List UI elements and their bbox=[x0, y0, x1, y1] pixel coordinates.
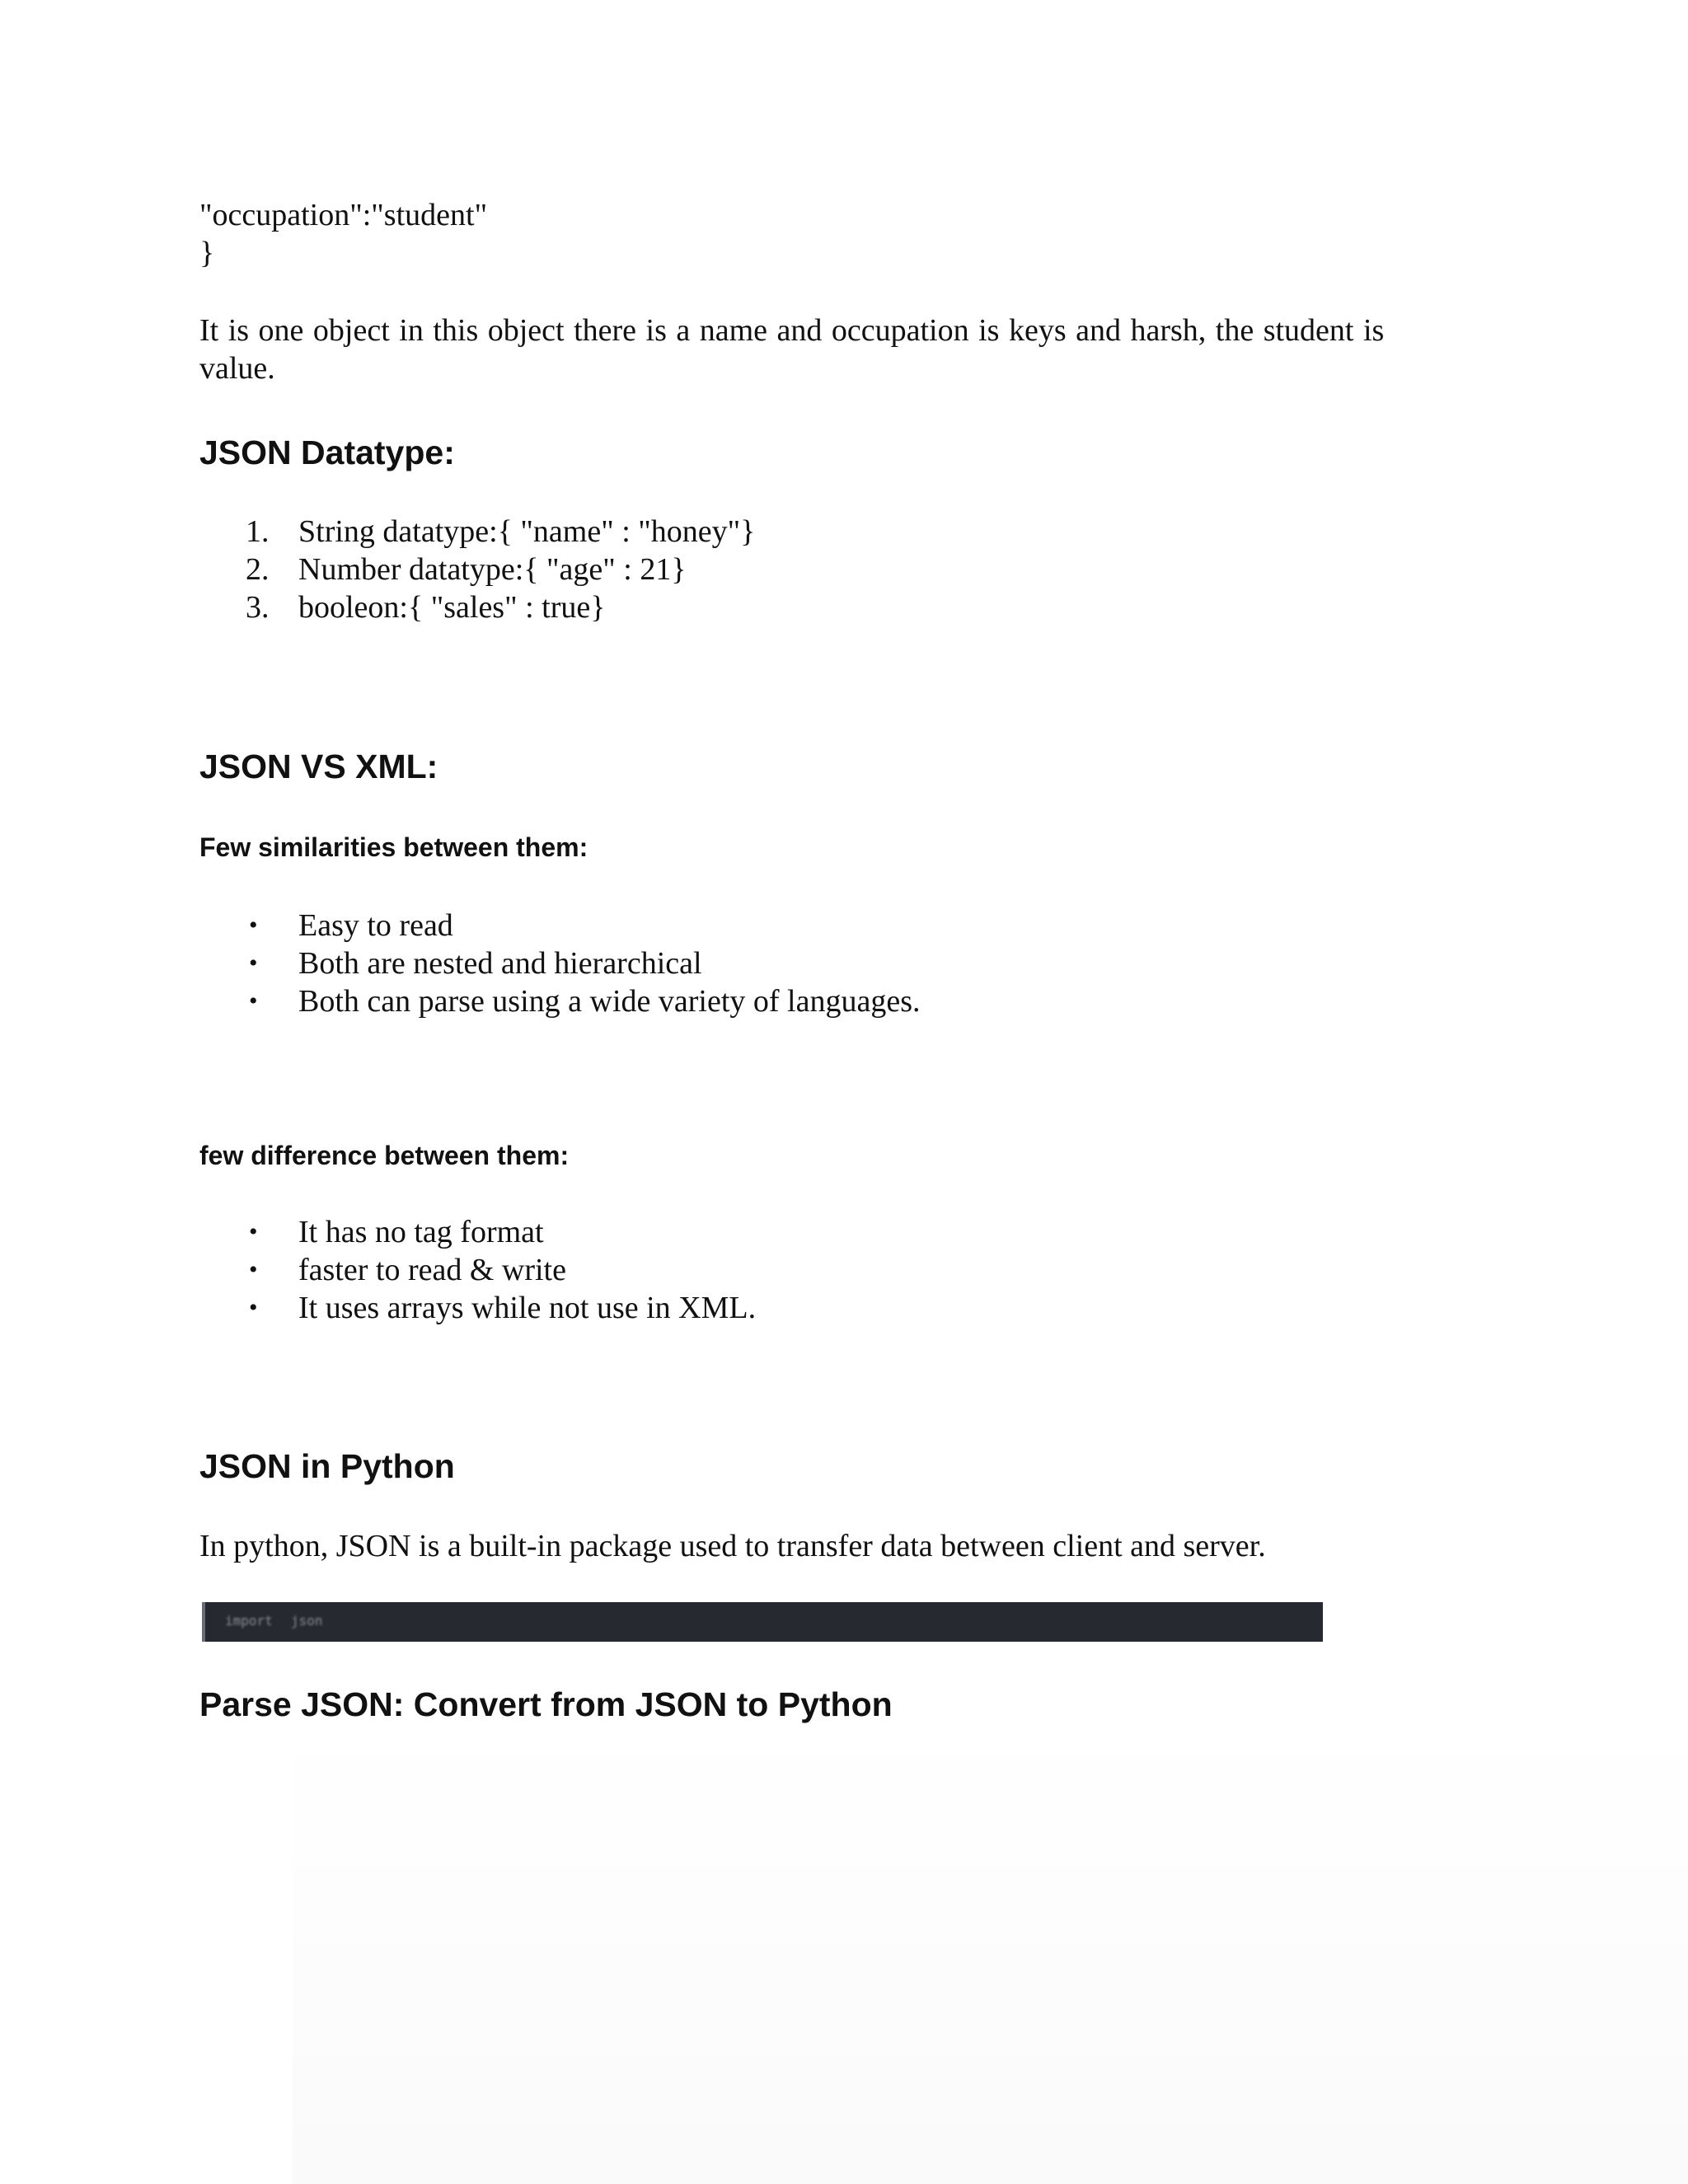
list-item bbox=[199, 513, 755, 551]
list-item bbox=[199, 588, 755, 626]
code-keyword: import bbox=[225, 1613, 273, 1629]
similarities-heading: Few similarities between them: bbox=[199, 832, 588, 862]
list-item bbox=[199, 551, 755, 588]
datatype-heading: JSON Datatype: bbox=[199, 434, 455, 471]
bullet-icon: • bbox=[249, 1256, 258, 1283]
bullet-icon: • bbox=[249, 1218, 258, 1245]
list-marker: 3. bbox=[246, 590, 270, 625]
list-item-text: It has no tag format bbox=[298, 1215, 544, 1249]
intro-paragraph-line-1: It is one object in this object there is a name and occupation is keys and harsh, the student is bbox=[199, 313, 1385, 348]
differences-list bbox=[199, 1213, 756, 1327]
list-item bbox=[199, 1251, 756, 1289]
bullet-icon: • bbox=[249, 987, 258, 1015]
python-heading: JSON in Python bbox=[199, 1447, 455, 1485]
list-marker: 1. bbox=[246, 514, 270, 549]
list-item-text: It uses arrays while not use in XML. bbox=[298, 1291, 757, 1325]
list-item bbox=[199, 1289, 756, 1327]
bullet-icon: • bbox=[249, 912, 258, 939]
code-module: json bbox=[291, 1613, 323, 1629]
list-item bbox=[199, 907, 921, 944]
intro-paragraph-line-2: value. bbox=[199, 351, 275, 386]
datatype-list bbox=[199, 513, 755, 626]
parse-heading: Parse JSON: Convert from JSON to Python bbox=[199, 1685, 893, 1723]
bullet-icon: • bbox=[249, 1294, 258, 1321]
json-snippet bbox=[199, 196, 487, 272]
list-item-text: Number datatype:{ "age" : 21} bbox=[298, 552, 687, 587]
list-item-text: faster to read & write bbox=[298, 1253, 566, 1287]
list-item-text: String datatype:{ "name" : "honey"} bbox=[298, 514, 756, 549]
list-item-text: Both are nested and hierarchical bbox=[298, 946, 702, 981]
differences-heading: few difference between them: bbox=[199, 1141, 570, 1170]
list-item bbox=[199, 982, 921, 1020]
list-marker: 2. bbox=[246, 552, 270, 587]
list-item bbox=[199, 944, 921, 982]
similarities-list bbox=[199, 907, 921, 1020]
snippet-line-occupation: "occupation":"student" bbox=[199, 198, 488, 232]
snippet-line-closing-brace: } bbox=[199, 236, 215, 270]
python-paragraph: In python, JSON is a built-in package used to transfer data between client and server. bbox=[199, 1529, 1266, 1563]
list-item-text: Both can parse using a wide variety of languages. bbox=[298, 984, 921, 1019]
page-background-shade bbox=[293, 1714, 1688, 2184]
bullet-icon: • bbox=[249, 949, 258, 977]
comparison-heading: JSON VS XML: bbox=[199, 748, 438, 785]
intro-paragraph bbox=[199, 312, 1384, 387]
list-item-text: Easy to read bbox=[298, 908, 453, 943]
code-snippet-image bbox=[202, 1602, 1323, 1642]
list-item bbox=[199, 1213, 756, 1251]
list-item-text: booleon:{ "sales" : true} bbox=[298, 590, 606, 625]
